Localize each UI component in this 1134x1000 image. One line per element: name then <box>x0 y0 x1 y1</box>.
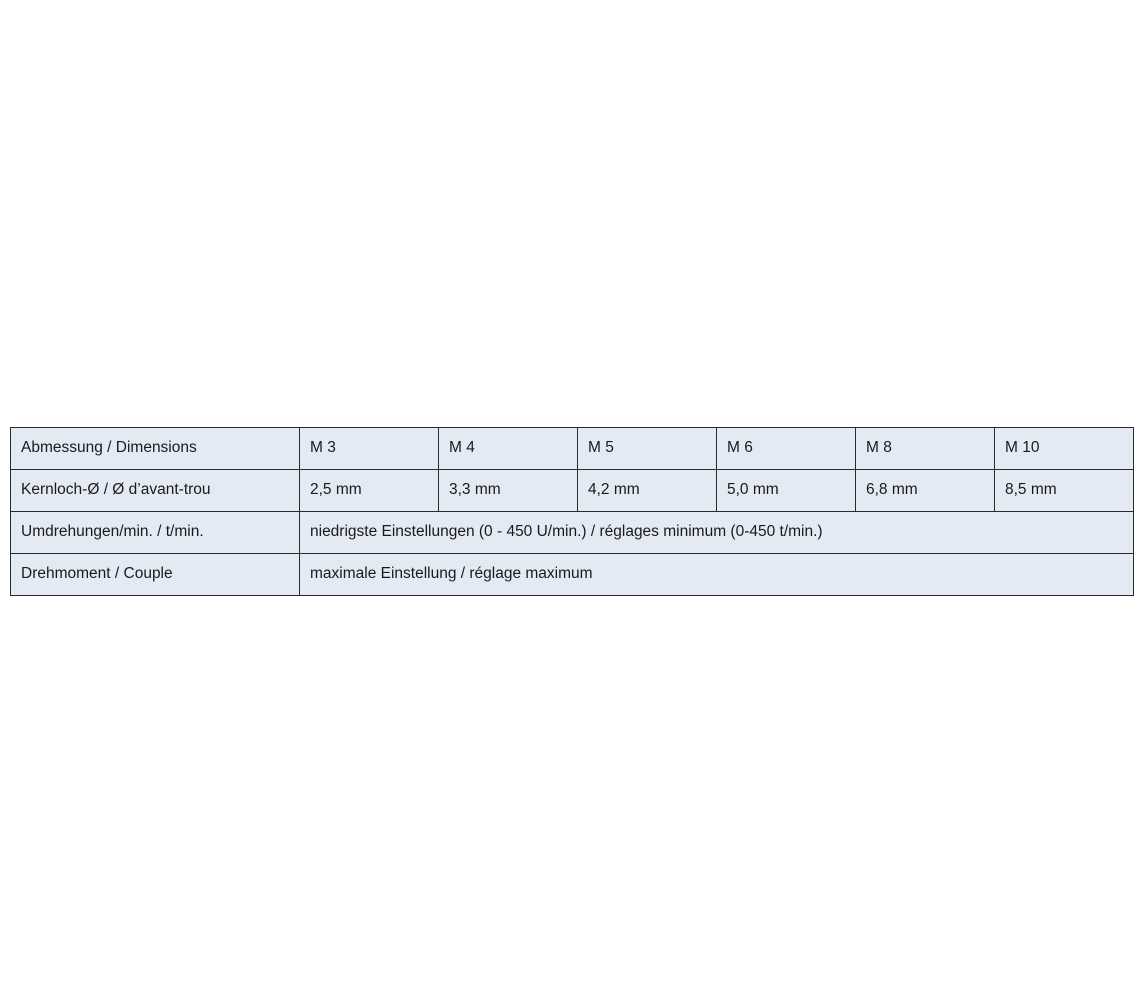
cell-dimension-6: M 10 <box>995 428 1134 470</box>
specification-table-container <box>10 427 1057 596</box>
cell-rpm-value: niedrigste Einstellungen (0 - 450 U/min.) / réglages minimum (0-450 t/min.) <box>300 512 1134 554</box>
cell-dimension-5: M 8 <box>856 428 995 470</box>
table-row <box>11 428 1134 470</box>
specification-table <box>10 427 1134 596</box>
table-row <box>11 470 1134 512</box>
cell-dimension-3: M 5 <box>578 428 717 470</box>
cell-dimension-1: M 3 <box>300 428 439 470</box>
cell-dimension-4: M 6 <box>717 428 856 470</box>
cell-core-hole-3: 4,2 mm <box>578 470 717 512</box>
cell-dimension-2: M 4 <box>439 428 578 470</box>
cell-core-hole-6: 8,5 mm <box>995 470 1134 512</box>
cell-core-hole-4: 5,0 mm <box>717 470 856 512</box>
row-label-dimensions: Abmessung / Dimensions <box>11 428 300 470</box>
cell-torque-value: maximale Einstellung / réglage maximum <box>300 554 1134 596</box>
cell-core-hole-1: 2,5 mm <box>300 470 439 512</box>
row-label-torque: Drehmoment / Couple <box>11 554 300 596</box>
table-row <box>11 512 1134 554</box>
row-label-rpm: Umdrehungen/min. / t/min. <box>11 512 300 554</box>
table-body <box>11 428 1134 596</box>
row-label-core-hole-diameter: Kernloch-Ø / Ø d’avant-trou <box>11 470 300 512</box>
table-row <box>11 554 1134 596</box>
cell-core-hole-2: 3,3 mm <box>439 470 578 512</box>
cell-core-hole-5: 6,8 mm <box>856 470 995 512</box>
